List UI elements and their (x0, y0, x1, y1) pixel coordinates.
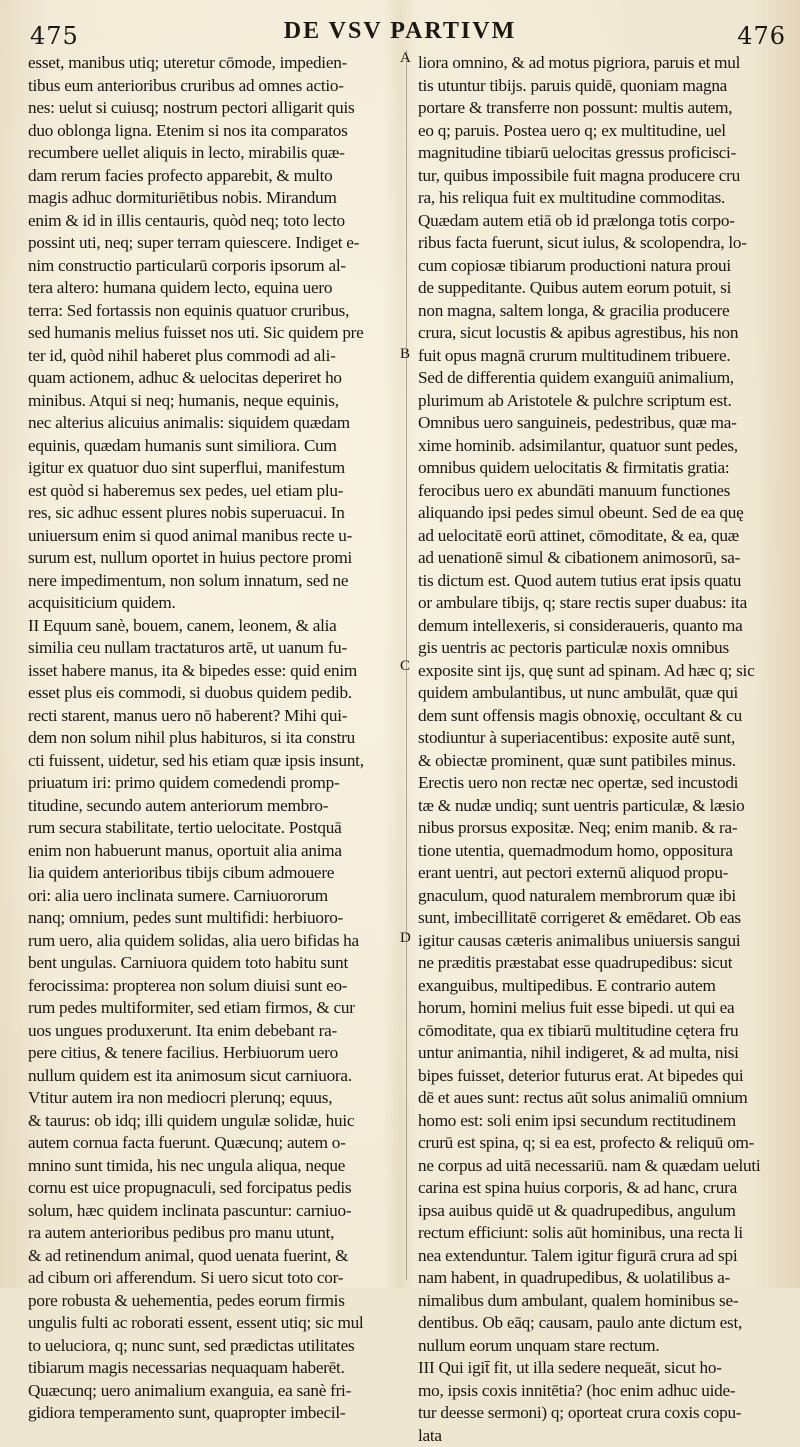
text-line: & ad retinendum animal, quod uenata fuerint, & (28, 1245, 398, 1268)
text-line: quidem ambulantibus, ut nunc ambulāt, quæ qui (418, 682, 782, 705)
text-line: quam actionem, adhuc & uelocitas deperiret ho (28, 367, 398, 390)
text-line: bent ungulas. Carniuora quidem toto habitu sunt (28, 952, 398, 975)
text-line: gis uentris ac pectoris particulæ noxis omnibus (418, 637, 782, 660)
text-line: III Qui igit̄ fit, ut illa sedere nequeāt, sicut ho- (418, 1357, 782, 1380)
text-line: gidiora temperamento sunt, quapropter imbecil- (28, 1402, 398, 1425)
text-line: nim constructio particularū corporis ipsorum al- (28, 255, 398, 278)
text-line: ad uelocitatē eorū attinet, cōmoditate, & ea, quæ (418, 525, 782, 548)
text-line: similia ceu nullam tractaturos artē, ut uanum fu- (28, 637, 398, 660)
text-line: nam habent, in quadrupedibus, & uolatilibus a- (418, 1267, 782, 1290)
left-text-column (28, 52, 398, 1425)
margin-letter-d: D (400, 930, 411, 947)
text-line: ori: alia uero inclinata sumere. Carniuororum (28, 885, 398, 908)
text-line: untur animantia, nihil indigeret, & ad multa, nisi (418, 1042, 782, 1065)
text-line: tibiarum magis necessarias nequaquam haberēt. (28, 1357, 398, 1380)
running-title: DE VSV PARTIVM (0, 18, 800, 45)
text-line: dem non solum nihil plus habituros, si ita constru (28, 727, 398, 750)
text-line: exposite sint ijs, quę sunt ad spinam. Ad hæc q; sic (418, 660, 782, 683)
text-line: nimalibus dum ambulant, qualem hominibus se- (418, 1290, 782, 1313)
text-line: acquisiticium quidem. (28, 592, 398, 615)
text-line: tibus eum anterioribus cruribus ad omnes actio- (28, 75, 398, 98)
text-line: sed humanis melius fuisset nos uti. Sic quidem pre (28, 322, 398, 345)
text-line: Omnibus uero sanguineis, pedestribus, quæ ma- (418, 412, 782, 435)
text-line: II Equum sanè, bouem, canem, leonem, & alia (28, 615, 398, 638)
text-line: tis utuntur tibijs. paruis quidē, quoniam magna (418, 75, 782, 98)
text-line: mnino sunt timida, his nec ungula aliqua, neque (28, 1155, 398, 1178)
text-line: liora omnino, & ad motus pigriora, paruis et mul (418, 52, 782, 75)
page-number-left: 475 (30, 22, 79, 50)
text-line: enim & id in illis centauris, quòd neq; toto lecto (28, 210, 398, 233)
text-line: minibus. Atqui si neq; humanis, neque equinis, (28, 390, 398, 413)
text-line: enim non habuerunt manus, oportuit alia anima (28, 840, 398, 863)
text-line: bipes fuisset, deterior futurus erat. At bipedes qui (418, 1065, 782, 1088)
text-line: duo oblonga ligna. Etenim si nos ita comparatos (28, 120, 398, 143)
text-line: ter id, quòd nihil haberet plus commodi ad ali- (28, 345, 398, 368)
text-line: horum, homini melius fuit esse bipedi. ut qui ea (418, 997, 782, 1020)
text-line: dentibus. Ob eāq; causam, paulo ante dictum est, (418, 1312, 782, 1335)
text-line: Sed de differentia quidem exanguiū animalium, (418, 367, 782, 390)
text-line: recumbere uellet aliquis in lecto, mirabilis quæ- (28, 142, 398, 165)
text-line: nullum quidem est ita animosum sicut carniuora. (28, 1065, 398, 1088)
text-line: magis adhuc dormituriētibus nobis. Mirandum (28, 187, 398, 210)
text-line: tur deesse sermoni) q; oporteat crura coxis copu- (418, 1402, 782, 1425)
text-line: plurimum ab Aristotele & pulchre scriptum est. (418, 390, 782, 413)
text-line: dem sunt offensis magis obnoxię, occultant & cu (418, 705, 782, 728)
text-line: esset plus eis commodi, si duobus quidem pedib. (28, 682, 398, 705)
text-line: equinis, quædam humanis sunt similiora. Cum (28, 435, 398, 458)
text-line: pere citius, & tenere facilius. Herbiuorum uero (28, 1042, 398, 1065)
text-line: ne corpus ad uitā necessariū. nam & quædam ueluti (418, 1155, 782, 1178)
text-line: & taurus: ob idq; illi quidem ungulæ solidæ, huic (28, 1110, 398, 1133)
text-line: or ambulare tibijs, q; stare rectis super duabus: ita (418, 592, 782, 615)
text-line: isset habere manus, ita & bipedes esse: quid enim (28, 660, 398, 683)
text-line: exanguibus, multipedibus. E contrario autem (418, 975, 782, 998)
text-line: ra, his reliqua fuit ex multitudine commoditas. (418, 187, 782, 210)
text-line: portare & transferre non possunt: multis autem, (418, 97, 782, 120)
text-line: non magna, saltem longa, & gracilia producere (418, 300, 782, 323)
text-line: ad uenationē simul & cibationem animosorū, sa- (418, 547, 782, 570)
text-line: ipsa auibus quidē ut & quadrupedibus, angulum (418, 1200, 782, 1223)
text-line: nes: uelut si cuiusq; nostrum pectori alligarit quis (28, 97, 398, 120)
text-line: nullum eorum unquam stare rectum. (418, 1335, 782, 1358)
text-line: dē et aues sunt: rectus aūt solus animaliū omnium (418, 1087, 782, 1110)
text-line: nibus prorsus expositæ. Neq; enim manib. & ra- (418, 817, 782, 840)
text-line: cōmoditate, qua ex tibiarū multitudine cętera fru (418, 1020, 782, 1043)
text-line: tera altero: humana quidem lecto, equina uero (28, 277, 398, 300)
text-line: lia quidem anterioribus tibijs cibum admouere (28, 862, 398, 885)
text-line: gnaculum, quod naturalem membrorum quæ ibi (418, 885, 782, 908)
text-line: tione utentia, quemadmodum homo, oppositura (418, 840, 782, 863)
text-line: magnitudine tibiarū uelocitas gressus proficisci- (418, 142, 782, 165)
text-line: rum pedes multiformiter, sed etiam firmos, & cur (28, 997, 398, 1020)
text-line: carina est spina huius corporis, & ad hanc, crura (418, 1177, 782, 1200)
text-line: ungulis fulti ac roborati essent, essent utiq; sic mul (28, 1312, 398, 1335)
text-line: solum, hæc quidem inclinata pascuntur: carniuo- (28, 1200, 398, 1223)
margin-letter-b: B (400, 346, 410, 363)
text-line: dam rerum facies profecto apparebit, & multo (28, 165, 398, 188)
text-line: esset, manibus utiq; uteretur cōmode, impedien- (28, 52, 398, 75)
text-line: rectum efficiunt: solis aūt hominibus, una recta li (418, 1222, 782, 1245)
text-line: rum uero, alia quidem solidas, alia uero bifidas ha (28, 930, 398, 953)
text-line: ferocibus uero ex abundāti manuum functiones (418, 480, 782, 503)
text-line: titudine, secundo autem anteriorum membro- (28, 795, 398, 818)
page-number-right: 476 (737, 22, 786, 50)
right-text-column (418, 52, 782, 1447)
text-line: nea extenduntur. Talem igitur figurā crura ad spi (418, 1245, 782, 1268)
text-line: Quædam autem etiā ob id prælonga totis corpo- (418, 210, 782, 233)
text-line: de suppeditante. Quibus autem eorum potuit, si (418, 277, 782, 300)
text-line: surum est, nullum oportet in huius pectore promi (28, 547, 398, 570)
text-line: Vtitur autem ira non mediocri plerunq; equus, (28, 1087, 398, 1110)
text-line: homo est: soli enim ipsi secundum rectitudinem (418, 1110, 782, 1133)
text-line: ra autem anterioribus pedibus pro manu utunt, (28, 1222, 398, 1245)
text-line: ribus facta fuerunt, sicut iulus, & scolopendra, lo- (418, 232, 782, 255)
text-line: priuatum iri: primo quidem comedendi promp- (28, 772, 398, 795)
text-line: est quòd si haberemus sex pedes, uel etiam plu- (28, 480, 398, 503)
text-line: ferocissima: propterea non solum diuisi sunt eo- (28, 975, 398, 998)
text-line: to ueluciora, q; nunc sunt, sed prædictas utilitates (28, 1335, 398, 1358)
text-line: & obiectæ prominent, quæ sunt patibiles minus. (418, 750, 782, 773)
text-line: ne præditis præstabat esse quadrupedibus: sicut (418, 952, 782, 975)
text-line: uniuersum enim si quod animal manibus recte u- (28, 525, 398, 548)
text-line: lata (418, 1425, 782, 1447)
text-line: nec alterius alicuius animalis: siquidem quædam (28, 412, 398, 435)
text-line: res, sic adhuc essent plures nobis superuacui. In (28, 502, 398, 525)
text-line: sunt, imbecillitatē corrigeret & emēdaret. Ob eas (418, 907, 782, 930)
text-line: cum copiosæ tibiarum productioni natura proui (418, 255, 782, 278)
text-line: possint uti, neq; super terram quiescere. Indiget e- (28, 232, 398, 255)
text-line: recti starent, manus uero nō haberent? Mihi qui- (28, 705, 398, 728)
text-line: ad cibum ori afferendum. Si uero sicut toto cor- (28, 1267, 398, 1290)
text-line: nanq; omnium, pedes sunt multifidi: herbiuoro- (28, 907, 398, 930)
text-line: uos ungues produxerunt. Ita enim debebant ra- (28, 1020, 398, 1043)
text-line: eo q; paruis. Postea uero q; ex multitudine, uel (418, 120, 782, 143)
text-line: cti fuissent, uidetur, sed his etiam quæ ipsis insunt, (28, 750, 398, 773)
text-line: fuit opus magnā crurum multitudinem tribuere. (418, 345, 782, 368)
text-line: Quæcunq; uero animalium exanguia, ea sanè fri- (28, 1380, 398, 1403)
text-line: erant uentri, aut pectori externū aliquod propu- (418, 862, 782, 885)
text-line: demum intellexeris, si consideraueris, quanto ma (418, 615, 782, 638)
text-line: igitur causas cæteris animalibus uniuersis sangui (418, 930, 782, 953)
text-line: omnibus quidem uelocitatis & firmitatis gratia: (418, 457, 782, 480)
text-line: tis dictum est. Quod autem tutius erat ipsis quatu (418, 570, 782, 593)
text-line: tur, quibus impossibile fuit magna producere cru (418, 165, 782, 188)
text-line: autem cornua facta fuerunt. Quæcunq; autem o- (28, 1132, 398, 1155)
text-line: igitur ex quatuor duo sint superflui, manifestum (28, 457, 398, 480)
text-line: pore robusta & uehementia, pedes eorum firmis (28, 1290, 398, 1313)
text-line: xime hominib. adsimilantur, quatuor sunt pedes, (418, 435, 782, 458)
text-line: rum secura stabilitate, tertio uelocitate. Postquā (28, 817, 398, 840)
text-line: mo, ipsis coxis innitētia? (hoc enim adhuc uide- (418, 1380, 782, 1403)
margin-letter-c: C (400, 658, 410, 675)
text-line: stodiuntur à superiacentibus: exposite autē sunt, (418, 727, 782, 750)
text-line: tæ & nudæ undiq; sunt uentris particulæ, & læsio (418, 795, 782, 818)
text-line: nere impedimentum, non solum innatum, sed ne (28, 570, 398, 593)
text-line: crurū est spina, q; si ea est, profecto & reliquū om- (418, 1132, 782, 1155)
text-line: aliquando ipsi pedes simul obeunt. Sed de ea quę (418, 502, 782, 525)
text-line: crura, sicut locustis & apibus agrestibus, his non (418, 322, 782, 345)
page-header (0, 18, 800, 52)
text-line: cornu est uice propugnaculi, sed forcipatus pedis (28, 1177, 398, 1200)
text-line: terra: Sed fortassis non equinis quatuor cruribus, (28, 300, 398, 323)
text-line: Erectis uero non rectæ nec opertæ, sed incustodi (418, 772, 782, 795)
margin-letter-a: A (400, 50, 411, 67)
